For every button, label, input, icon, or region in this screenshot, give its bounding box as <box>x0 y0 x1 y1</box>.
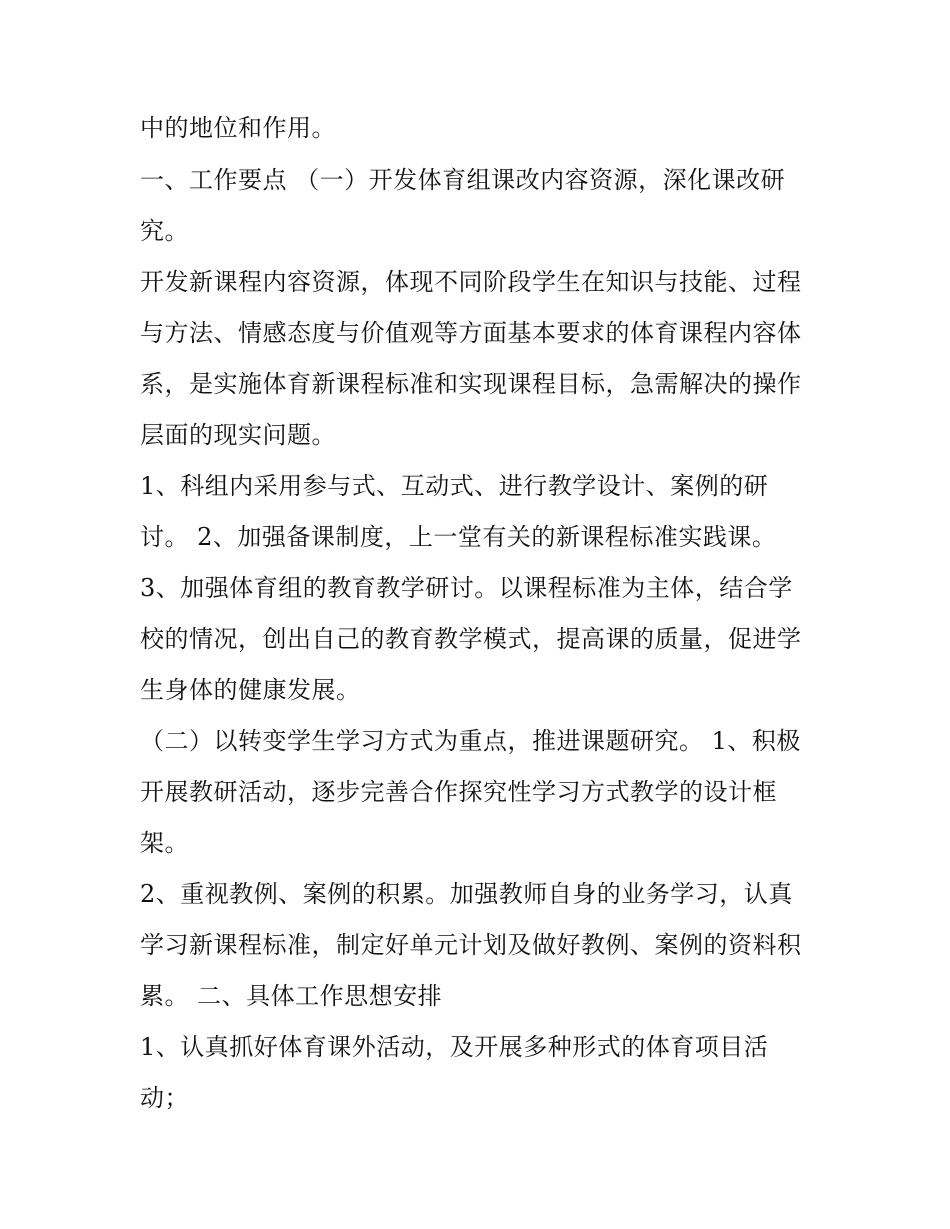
text-line-17: 学习新课程标准，制定好单元计划及做好教例、案例的资料积 <box>140 931 802 959</box>
text-line-4: 开发新课程内容资源，体现不同阶段学生在知识与技能、过程 <box>140 268 802 296</box>
text-line-18: 累。 二、具体工作思想安排 <box>140 982 443 1010</box>
text-line-12: 生身体的健康发展。 <box>140 676 361 704</box>
text-line-5: 与方法、情感态度与价值观等方面基本要求的体育课程内容体 <box>140 319 802 347</box>
text-line-11: 校的情况，创出自己的教育教学模式，提高课的质量，促进学 <box>140 625 802 653</box>
text-line-1: 中的地位和作用。 <box>140 114 336 142</box>
text-line-9: 讨。 2、加强备课制度，上一堂有关的新课程标准实践课。 <box>140 523 777 551</box>
text-line-3: 究。 <box>140 217 189 245</box>
text-line-16: 2、重视教例、案例的积累。加强教师自身的业务学习，认真 <box>140 880 793 908</box>
text-line-19: 1、认真抓好体育课外活动，及开展多种形式的体育项目活 <box>140 1033 769 1061</box>
text-line-15: 架。 <box>140 829 189 857</box>
text-line-8: 1、科组内采用参与式、互动式、进行教学设计、案例的研 <box>140 472 769 500</box>
text-line-2: 一、工作要点 （一）开发体育组课改内容资源，深化课改研 <box>140 166 786 194</box>
text-line-7: 层面的现实问题。 <box>140 421 336 449</box>
text-line-10: 3、加强体育组的教育教学研讨。以课程标准为主体，结合学 <box>140 574 793 602</box>
text-line-6: 系，是实施体育新课程标准和实现课程目标，急需解决的操作 <box>140 370 802 398</box>
text-line-14: 开展教研活动，逐步完善合作探究性学习方式教学的设计框 <box>140 778 777 806</box>
text-line-13: （二）以转变学生学习方式为重点，推进课题研究。 1、积极 <box>140 727 801 755</box>
text-line-20: 动； <box>140 1084 189 1112</box>
